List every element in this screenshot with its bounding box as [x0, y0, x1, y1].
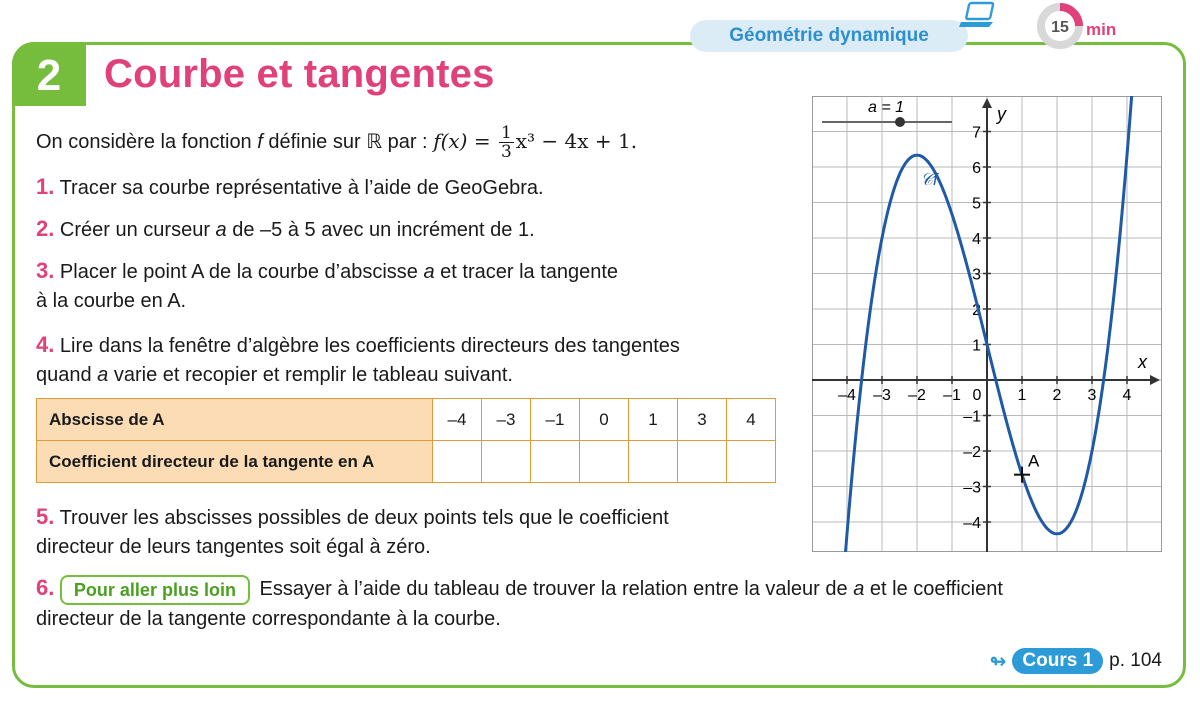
further-badge: Pour aller plus loin [60, 575, 250, 605]
x-tick-label: –3 [873, 387, 891, 404]
question-2-number: 2. [36, 216, 55, 241]
abscissa-cell: 3 [678, 399, 727, 441]
y-tick-label: –2 [963, 444, 981, 461]
x-axis-arrow [1150, 375, 1160, 385]
y-tick-label: –4 [963, 515, 981, 532]
timer-unit: min [1086, 20, 1117, 39]
y-tick-label: –1 [963, 408, 981, 426]
tangent-table [36, 398, 776, 483]
y-tick-label: 4 [972, 231, 981, 248]
question-5-text-a: Trouver les abscisses possibles de deux points tels que le coefficient [59, 507, 669, 529]
question-2-text-a: Créer un curseur [59, 219, 216, 241]
question-1 [36, 172, 544, 203]
exercise-title: Courbe et tangentes [104, 52, 495, 96]
course-reference [990, 648, 1162, 674]
fraction [499, 124, 514, 161]
question-6-number: 6. [36, 575, 55, 600]
abscissa-cell: –4 [433, 399, 482, 441]
coefficient-cell[interactable] [482, 441, 531, 483]
question-2 [36, 214, 535, 245]
question-5-number: 5. [36, 504, 55, 529]
question-3-line2: à la courbe en A. [36, 290, 187, 312]
question-3-number: 3. [36, 258, 55, 283]
laptop-icon [958, 0, 998, 30]
timer-icon [1036, 2, 1084, 50]
y-tick-label: 3 [972, 266, 981, 284]
question-3-text-b: et tracer la tangente [434, 261, 619, 283]
y-tick-label: 1 [972, 337, 981, 355]
x-axis-label: x [1138, 352, 1147, 372]
question-5 [36, 502, 669, 562]
fraction-numerator: 1 [500, 123, 512, 143]
graph-axes [812, 98, 1160, 552]
question-6-var: a [853, 578, 865, 600]
coefficient-cell[interactable] [433, 441, 482, 483]
x-tick-label: –2 [908, 387, 926, 404]
course-page: p. 104 [1109, 650, 1162, 671]
y-tick-label: 6 [972, 160, 981, 177]
x-tick-label: 1 [1017, 387, 1027, 404]
question-4 [36, 330, 680, 390]
abscissa-cell: 0 [580, 399, 629, 441]
question-3-var: a [423, 261, 435, 283]
arrow-right-icon: ↬ [989, 650, 1007, 673]
coefficient-cell[interactable] [727, 441, 776, 483]
x-tick-label: 2 [1052, 387, 1062, 404]
expr-right: x³ − 4x + 1. [515, 128, 638, 153]
point-a-label: A [1028, 451, 1040, 471]
coefficient-cell[interactable] [678, 441, 727, 483]
x-tick-label: 0 [972, 387, 982, 404]
point-a-group [1014, 452, 1040, 483]
intro-text: On considère la fonction [36, 130, 258, 153]
question-4-var: a [97, 364, 109, 386]
question-4-number: 4. [36, 332, 55, 357]
intro-text-2: définie sur ℝ par : [262, 130, 434, 153]
curve-label: 𝒞f [920, 169, 938, 189]
row-label-coefficient: Coefficient directeur de la tangente en A [37, 441, 433, 483]
table-row-coefficient [37, 441, 776, 483]
exercise-number: 2 [12, 42, 86, 106]
x-tick-label: 4 [1122, 387, 1132, 404]
question-2-text-b: de –5 à 5 avec un incrément de 1. [226, 219, 535, 241]
x-tick-label: –4 [838, 387, 856, 404]
table-row-abscissa [37, 399, 776, 441]
y-axis-label: y [997, 104, 1006, 124]
coefficient-cell[interactable] [580, 441, 629, 483]
slider[interactable] [822, 99, 952, 127]
question-6-text-b: et le coefficient [864, 578, 1003, 600]
expr-left: f(x) = [433, 128, 497, 153]
question-3 [36, 256, 618, 316]
question-2-var: a [215, 219, 227, 241]
y-tick-label: 2 [972, 302, 981, 319]
question-4-line2-a: quand [36, 364, 98, 386]
y-tick-label: 5 [972, 195, 981, 213]
question-4-text-a: Lire dans la fenêtre d’algèbre les coefficients directeurs des tangentes [59, 335, 680, 357]
question-4-line2-b: varie et recopier et remplir le tableau suivant. [108, 364, 513, 386]
function-graph [812, 96, 1162, 552]
function-curve [844, 96, 1132, 552]
timer-value: 15 [1051, 19, 1069, 36]
intro-line [36, 124, 637, 161]
y-axis-arrow [982, 98, 992, 108]
question-6-line2: directeur de la tangente correspondante à la courbe. [36, 607, 501, 630]
coefficient-cell[interactable] [531, 441, 580, 483]
question-3-text-a: Placer le point A de la courbe d’abscisse [59, 261, 424, 283]
fraction-denominator: 3 [500, 142, 512, 162]
y-tick-label: –3 [963, 479, 981, 497]
slider-label: a = 1 [868, 99, 905, 116]
slider-knob[interactable] [895, 117, 905, 127]
abscissa-cell: –3 [482, 399, 531, 441]
intro-function-name: f [257, 130, 263, 153]
x-tick-label: 3 [1087, 387, 1097, 404]
course-badge[interactable]: Cours 1 [1012, 648, 1103, 674]
abscissa-cell: –1 [531, 399, 580, 441]
question-1-text: Tracer sa courbe représentative à l’aide de GeoGebra. [59, 177, 544, 199]
abscissa-cell: 4 [727, 399, 776, 441]
row-label-abscissa: Abscisse de A [37, 399, 433, 441]
question-6-text-a: Essayer à l’aide du tableau de trouver la relation entre la valeur de [253, 578, 854, 600]
question-5-line2: directeur de leurs tangentes soit égal à zéro. [36, 536, 431, 558]
question-1-number: 1. [36, 174, 55, 199]
question-6 [36, 573, 1003, 634]
y-tick-label: 7 [972, 124, 981, 142]
abscissa-cell: 1 [629, 399, 678, 441]
geometry-tag: Géométrie dynamique [690, 20, 968, 52]
coefficient-cell[interactable] [629, 441, 678, 483]
x-tick-label: –1 [943, 387, 961, 404]
